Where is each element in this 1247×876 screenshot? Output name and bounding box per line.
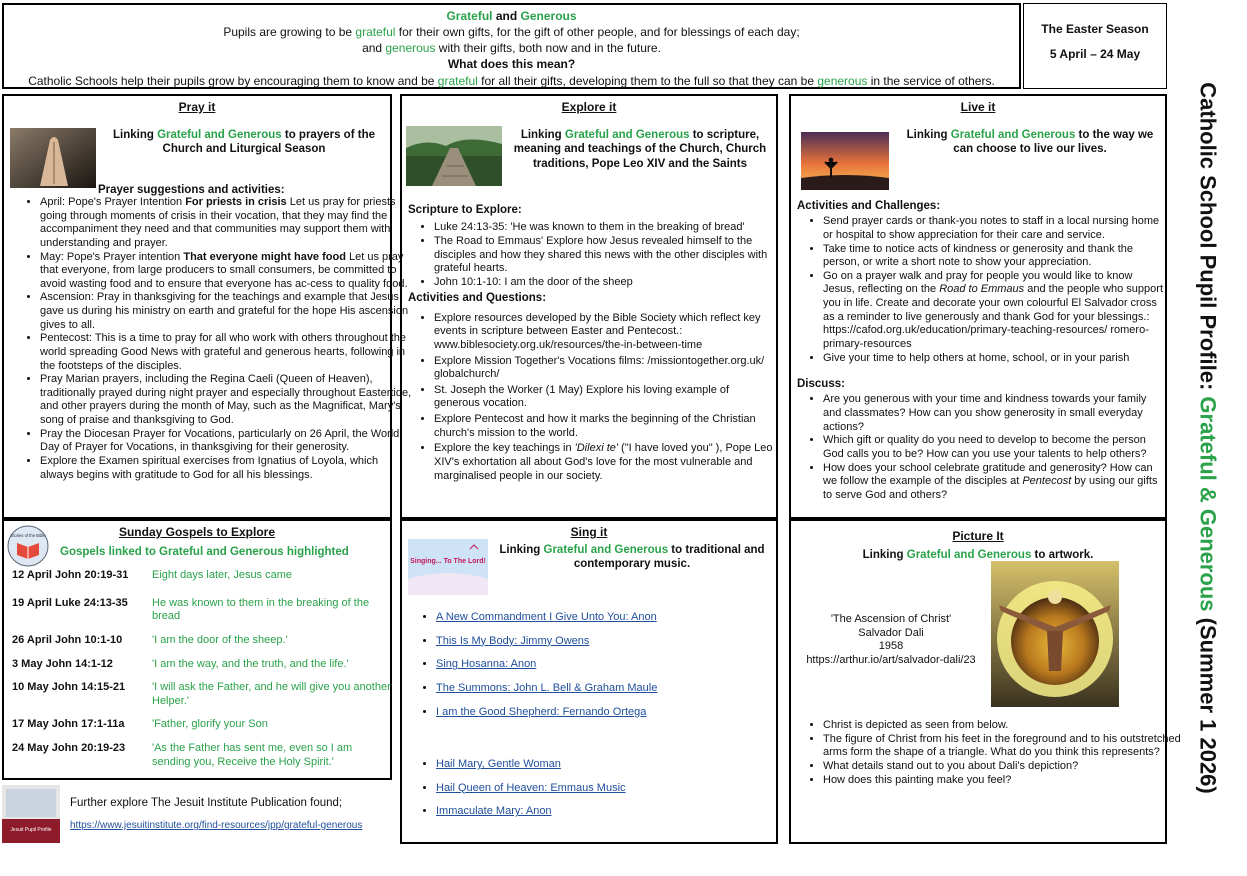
gospel-date: 24 May John 20:19-23	[12, 742, 126, 754]
gospel-date: 10 May John 14:15-21	[12, 681, 126, 694]
picture-point: • The figure of Christ from his feet in the foreground and to his outstretched arms form the shape of a triangle. What do you think this represents?	[823, 733, 1191, 760]
jesuit-cover-title: Jesuit Pupil Profile	[10, 827, 52, 833]
header-title	[4, 9, 1019, 24]
explore-activity: • Explore Mission Together's Vocations films: /missiontogether.org.uk/ globalchurch/	[434, 355, 774, 382]
discuss-item: • Which gift or quality do you need to develop to become the person God calls you to be? How can you use your talents to help others?	[823, 434, 1163, 461]
song-link[interactable]: Immaculate Mary: Anon	[436, 805, 552, 818]
gospel-row	[12, 742, 392, 769]
header-line-3	[4, 74, 1019, 89]
gospel-row	[12, 718, 392, 732]
explore-last-i: 'Dilexi te'	[574, 442, 618, 455]
gospels-subheading: Gospels linked to Grateful and Generous highlighted	[60, 546, 349, 558]
gospel-row	[12, 681, 392, 708]
artwork-title: 'The Ascension of Christ'	[830, 613, 952, 625]
song-link[interactable]: I am the Good Shepherd: Fernando Ortega	[436, 705, 647, 718]
live-intro-b: to the way we can choose to live our lives.	[953, 129, 1154, 156]
pray-heading: Pray it	[178, 100, 216, 114]
song-link[interactable]: A New Commandment I Give Unto You: Anon	[436, 611, 657, 623]
live-intro-a: Linking	[906, 129, 951, 141]
pray-intro-b: to prayers of the Church and Liturgical Season	[162, 129, 375, 156]
header-panel	[2, 3, 1021, 89]
header-line-3-generous: generous	[817, 73, 868, 88]
live-activity: • Send prayer cards or thank-you notes to staff in a local nursing home or hospital to show appreciation for their care and service.	[823, 215, 1163, 242]
explore-activity: • Explore resources developed by the Bible Society which reflect key events in scripture between Easter and Pentecost.: www.biblesociety.org.uk/resources/the-in-between-time	[434, 312, 774, 353]
sing-intro-g: Grateful and Generous	[543, 544, 669, 556]
picture-intro	[791, 548, 1165, 562]
picture-point: • Christ is depicted as seen from below.	[823, 719, 1191, 733]
picture-intro-g: Grateful and Generous	[906, 548, 1032, 561]
pray-subheading: Prayer suggestions and activities:	[98, 184, 285, 196]
vertical-title-b: Grateful & Generous	[1195, 396, 1221, 612]
pray-item: • Pray the Diocesan Prayer for Vocations, particularly on 26 April, the World Day of Prayer for Vocations, in thanksgiving for their generosity.	[40, 428, 412, 455]
song-link[interactable]: Hail Queen of Heaven: Emmaus Music	[436, 781, 626, 794]
pray-item	[40, 196, 412, 251]
song-item[interactable]	[436, 805, 626, 819]
live-walk-a: Go on a prayer walk and pray for people you would like to know Jesus, reflecting on the	[823, 269, 1133, 296]
song-link[interactable]: This Is My Body: Jimmy Owens	[436, 634, 590, 647]
sunset-photo	[801, 132, 889, 190]
jesuit-text: Further explore The Jesuit Institute Publication found;	[70, 797, 343, 809]
explore-heading: Explore it	[561, 100, 617, 114]
gospel-row	[12, 569, 392, 583]
pray-item	[40, 251, 412, 292]
live-intro	[897, 128, 1163, 157]
discuss-list	[795, 393, 1163, 502]
gospels-heading: Sunday Gospels to Explore	[118, 525, 276, 539]
sing-heading: Sing it	[570, 525, 608, 539]
ascension-painting	[991, 561, 1119, 707]
explore-intro-b: to scripture, meaning and teachings of the Church, Church traditions, Pope Leo XIV and the Saints	[513, 129, 767, 170]
explore-last-a: Explore the key teachings in	[434, 442, 575, 455]
picture-point: • How does this painting make you feel?	[823, 774, 1191, 788]
explore-intro-g: Grateful and Generous	[564, 129, 690, 141]
gospels-table	[12, 569, 392, 776]
picture-point: • What details stand out to you about Dali's depiction?	[823, 760, 1191, 774]
pray-item-2-bold: That everyone might have food	[183, 250, 346, 263]
header-line-1-grateful: grateful	[355, 24, 396, 39]
sing-intro-a: Linking	[499, 544, 544, 556]
pray-intro-a: Linking	[112, 129, 158, 141]
explore-panel	[400, 94, 778, 519]
discuss-last-i: Pentecost	[1022, 475, 1072, 488]
scripture-item: • John 10:1-10: I am the door of the sheep	[434, 276, 774, 290]
artwork-artist: Salvador Dali	[858, 626, 924, 639]
song-item[interactable]	[436, 635, 657, 649]
song-item[interactable]	[436, 682, 657, 696]
artwork-year: 1958	[878, 640, 904, 653]
singing-badge	[408, 539, 488, 595]
explore-intro-a: Linking	[520, 129, 565, 141]
gospel-row	[12, 658, 392, 672]
song-link[interactable]: The Summons: John L. Bell & Graham Maule	[436, 681, 658, 694]
pray-panel	[2, 94, 412, 519]
discuss-heading: Discuss:	[797, 378, 845, 391]
header-line-3-grateful: grateful	[437, 73, 478, 88]
song-item[interactable]	[436, 758, 626, 772]
gospel-text: 'As the Father has sent me, even so I am sending you, Receive the Holy Spirit.'	[152, 742, 353, 768]
header-line-2-a: and	[362, 40, 386, 55]
bible-stories-badge-text: Stories of the Bible	[10, 533, 46, 538]
scripture-list	[406, 221, 774, 289]
path-photo	[406, 126, 502, 186]
header-line-3-b: for all their gifts, developing them to the full so that they can be	[477, 73, 818, 88]
gospel-text: 'I am the door of the sheep.'	[152, 633, 288, 646]
header-line-3-c: in the service of others.	[867, 73, 995, 88]
song-link[interactable]: Hail Mary, Gentle Woman	[436, 758, 561, 770]
artwork-caption	[795, 613, 987, 668]
gospel-date: 12 April John 20:19-31	[12, 569, 129, 581]
song-item[interactable]	[436, 706, 657, 720]
live-heading: Live it	[960, 100, 996, 114]
live-activities-heading: Activities and Challenges:	[797, 200, 941, 212]
song-link[interactable]: Sing Hosanna: Anon	[436, 658, 537, 671]
header-line-2-generous: generous	[385, 40, 436, 55]
live-activity: • Give your time to help others at home, school, or in your parish	[823, 352, 1163, 366]
season-panel	[1023, 3, 1167, 89]
pray-item: • Ascension: Pray in thanksgiving for the teachings and example that Jesus gave us during his ministry on earth and grateful for the hope His ascension gives to all.	[40, 291, 412, 332]
praying-hands-photo	[10, 128, 96, 188]
season-dates: 5 April – 24 May	[1049, 46, 1141, 61]
gospel-date: 3 May John 14:1-12	[12, 657, 113, 670]
gospel-text: 'I will ask the Father, and he will give you another Helper.'	[152, 681, 391, 707]
picture-panel	[789, 519, 1181, 844]
picture-points	[795, 719, 1191, 787]
gospel-date: 17 May John 17:1-11a	[12, 718, 125, 731]
pray-intro-g: Grateful and Generous	[157, 129, 282, 141]
picture-heading: Picture It	[952, 529, 1004, 543]
sing-panel	[400, 519, 778, 844]
pray-item-1-a: April: Pope's Prayer Intention	[40, 196, 186, 208]
pray-item-1-bold: For priests in crisis	[185, 196, 287, 208]
scripture-item: • The Road to Emmaus' Explore how Jesus revealed himself to the disciples and how they shared this news with the other disciples with grateful hearts.	[434, 235, 774, 276]
picture-intro-a: Linking	[862, 548, 907, 561]
song-item[interactable]	[436, 658, 657, 672]
gospel-date: 19 April Luke 24:13-35	[12, 596, 128, 609]
song-item[interactable]	[436, 782, 626, 796]
song-list	[402, 611, 657, 729]
header-line-2-b: with their gifts, both now and in the future.	[435, 40, 661, 55]
explore-activities-heading: Activities and Questions:	[408, 292, 547, 305]
gospel-date: 26 April John 10:1-10	[12, 633, 123, 646]
live-panel	[789, 94, 1167, 519]
song-item[interactable]	[436, 611, 657, 625]
title-grateful: Grateful	[446, 9, 493, 23]
explore-activity: • St. Joseph the Worker (1 May) Explore his loving example of generous vocation.	[434, 384, 774, 411]
pray-item-1-b: Let us pray for priests going through moments of crisis in their vocation, that they may find the accompaniment they need and that communities may support them with understanding and prayer.	[40, 196, 396, 249]
singing-badge-text: Singing... To The Lord!	[410, 558, 486, 565]
header-line-2	[4, 41, 1019, 56]
pray-item-2-a: May: Pope's Prayer intention	[40, 250, 184, 263]
pray-item: • Pentecost: This is a time to pray for all who work with others throughout the world spreading Good News with grateful and generous hearts, following in the footsteps of the disciples.	[40, 332, 412, 373]
header-line-3-a: Catholic Schools help their pupils grow by encouraging them to know and be	[28, 73, 438, 88]
live-walk-i: Road to Emmaus	[939, 283, 1025, 296]
gospels-panel	[2, 519, 392, 780]
scripture-item: • Luke 24:13-35: 'He was known to them in the breaking of bread'	[434, 221, 774, 235]
header-line-1-b: for their own gifts, for the gift of other people, and for blessings of each day;	[395, 24, 800, 39]
sing-intro-b: to traditional and contemporary music.	[573, 544, 765, 571]
explore-activities-list	[406, 312, 774, 484]
title-generous: Generous	[520, 9, 577, 23]
live-intro-g: Grateful and Generous	[950, 129, 1076, 141]
discuss-item: • Are you generous with your time and kindness towards your family and classmates? How can you show generosity in small everyday actions?	[823, 393, 1163, 434]
header-line-1-a: Pupils are growing to be	[223, 24, 356, 39]
explore-intro	[506, 128, 774, 171]
picture-intro-b: to artwork.	[1031, 548, 1094, 561]
vertical-title-a: Catholic School Pupil Profile:	[1195, 82, 1221, 397]
pray-item-2-b: Let us pray that everyone, from large producers to small consumers, be committed to avoid wasting food and to ensure that everyone has ac-cess to quality food.	[40, 250, 408, 290]
gospel-row	[12, 597, 392, 624]
discuss-last-b: by using our gifts to serve God and others?	[823, 475, 1158, 501]
gospel-text: Eight days later, Jesus came	[152, 569, 293, 581]
jesuit-link[interactable]: https://www.jesuitinstitute.org/find-resources/jpp/grateful-generous	[70, 820, 363, 831]
bible-stories-badge	[7, 525, 49, 567]
sing-intro	[490, 543, 774, 572]
gospel-text: 'Father, glorify your Son	[152, 718, 268, 731]
header-question: What does this mean?	[447, 56, 576, 71]
jesuit-publication-cover	[2, 785, 60, 843]
season-title: The Easter Season	[1041, 22, 1149, 36]
gospel-text: 'I am the way, and the truth, and the life.'	[152, 657, 349, 670]
explore-activity	[434, 442, 774, 483]
gospel-row	[12, 634, 392, 648]
pray-item: • Explore the Examen spiritual exercises from Ignatius of Loyola, which always begins with gratitude to God for all his blessings.	[40, 455, 412, 482]
artwork-url: https://arthur.io/art/salvador-dali/23	[806, 653, 976, 666]
title-and: and	[495, 9, 518, 23]
vertical-title-c: (Summer 1 2026)	[1195, 611, 1221, 794]
explore-activity: • Explore Pentecost and how it marks the beginning of the Christian church's mission to the world.	[434, 413, 774, 440]
pray-item: • Pray Marian prayers, including the Regina Caeli (Queen of Heaven), traditionally prayed during night prayer and especially throughout Eastertide, and other prayers during the month of May, such as the Magnificat, Mary's song of praise and thanksgiving to God.	[40, 373, 412, 428]
song-list-marian	[402, 758, 626, 829]
explore-last-b: ("I have loved you" ), Pope Leo XIV's exhortation all about God's love for the most vulnerable and marginalised people in our society.	[434, 442, 773, 482]
live-activity: • Take time to notice acts of kindness or generosity and thank the person, or write a short note to show your appreciation.	[823, 243, 1163, 270]
pray-list	[12, 196, 412, 482]
header-line-1	[4, 25, 1019, 40]
discuss-item	[823, 462, 1163, 503]
scripture-heading: Scripture to Explore:	[408, 204, 522, 216]
live-walk-b: and the people who support you in life. Create and decorate your own colourful El Salvador cross as a reminder to live generously and thank God for your blessings.: https://cafod.org.uk/education/primary-teaching-resources/ romero-primary-resources	[823, 283, 1163, 350]
live-activity	[823, 270, 1163, 352]
pray-intro	[104, 128, 384, 157]
gospel-text: He was known to them in the breaking of the bread	[152, 596, 370, 623]
discuss-last-a: How does your school celebrate gratitude and generosity? How can we follow the example of the disciples at	[823, 461, 1153, 488]
live-activities-list	[795, 215, 1163, 365]
